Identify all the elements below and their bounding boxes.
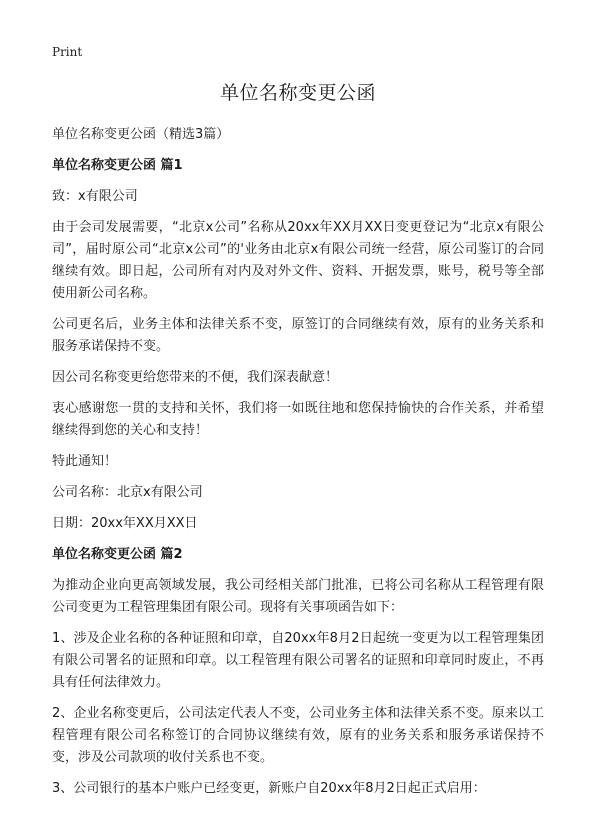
section-1 (52, 155, 544, 535)
paragraph: 因公司名称变更给您带来的不便，我们深表献意！ (52, 370, 339, 385)
paragraph: 特此通知！ (52, 454, 118, 469)
paragraph: 由于会司发展需要，“北京x公司”名称从20xx年XX月XX日变更登记为“北京x有限公司”，届时原公司“北京x公司”的'业务由北京x有限公司统一经营，原公司鉴订的合同继续有效。即日起，公司所有对内及对外文件、资料、开据发票，账号，税号等全部使用新公司名称。 (52, 220, 544, 301)
section-2 (52, 544, 544, 800)
paragraph: 3、公司银行的基本户账户已经变更，新账户自20xx年8月2日起正式启用： (52, 781, 486, 796)
paragraph: 2、企业名称变更后，公司法定代表人不变，公司业务主体和法律关系不变。原来以工程管理有限公司名称签订的合同协议继续有效，原有的业务关系和服务承诺保持不变，涉及公司款项的收付关系也不变。 (52, 706, 544, 765)
section-heading: 单位名称变更公函 篇1 (52, 158, 183, 173)
paragraph: 1、涉及企业名称的各种证照和印章，自20xx年8月2日起统一变更为以工程管理集团有限公司署名的证照和印章。以工程管理有限公司署名的证照和印章同时废止，不再具有任何法律效力。 (52, 631, 544, 690)
paragraph: 公司更名后，业务主体和法律关系不变，原签订的合同继续有效，原有的业务关系和服务承诺保持不变。 (52, 317, 544, 354)
company-name-line: 公司名称：北京x有限公司 (52, 485, 203, 500)
document-intro: 单位名称变更公函（精选3篇） (52, 127, 230, 142)
date-line: 日期：20xx年XX月XX日 (52, 516, 198, 531)
paragraph: 为推动企业向更高领域发展，我公司经相关部门批准，已将公司名称从工程管理有限公司变更为工程管理集团有限公司。现将有关事项函告如下： (52, 578, 544, 615)
paragraph: 致：x有限公司 (52, 189, 138, 204)
document-title: 单位名称变更公函 (219, 82, 376, 104)
section-heading: 单位名称变更公函 篇2 (52, 547, 183, 562)
paragraph: 衷心感谢您一贯的支持和关怀，我们将一如既往地和您保持愉快的合作关系，并希望继续得到您的关心和支持！ (52, 401, 544, 438)
print-label: Print (52, 45, 83, 59)
